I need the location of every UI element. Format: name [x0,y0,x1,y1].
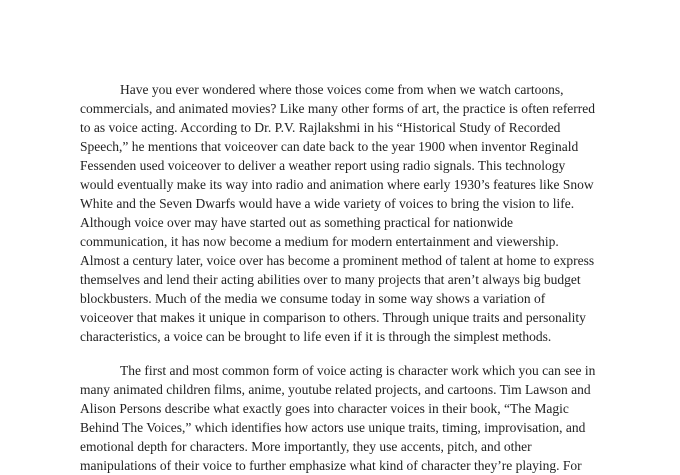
paragraph-intro: Have you ever wondered where those voices come from when we watch cartoons, commercials, and animated movies? Like many other forms of art, the practice is often referred to as voice acting. According to Dr. P.V. Rajlakshmi in his “Historical Study of Recorded Speech,” he mentions that voiceover can date back to the year 1900 when inventor Reginald Fessenden used voiceover to deliver a weather report using radio signals. This technology would eventually make its way into radio and animation where early 1930’s features like Snow White and the Seven Dwarfs would have a wide variety of voices to bring the vision to life. Although voice over may have started out as something practical for nationwide communication, it has now become a medium for modern entertainment and viewership. Almost a century later, voice over has become a prominent method of talent at home to express themselves and lend their acting abilities over to many projects that aren’t always big budget blockbusters. Much of the media we consume today in some way shows a variation of voiceover that makes it unique in comparison to others. Through unique traits and personality characteristics, a voice can be brought to life even if it is through the simplest methods. [80,82,596,344]
paragraph-character-work: The first and most common form of voice acting is character work which you can see in many animated children films, anime, youtube related projects, and cartoons. Tim Lawson and Alison Persons describe what exactly goes into character voices in their book, “The Magic Behind The Voices,” which identifies how actors use unique traits, timing, improvisation, and emotional depth for characters. More importantly, they use accents, pitch, and other manipulations of their voice to further emphasize what kind of character they’re playing. For [80,363,596,473]
